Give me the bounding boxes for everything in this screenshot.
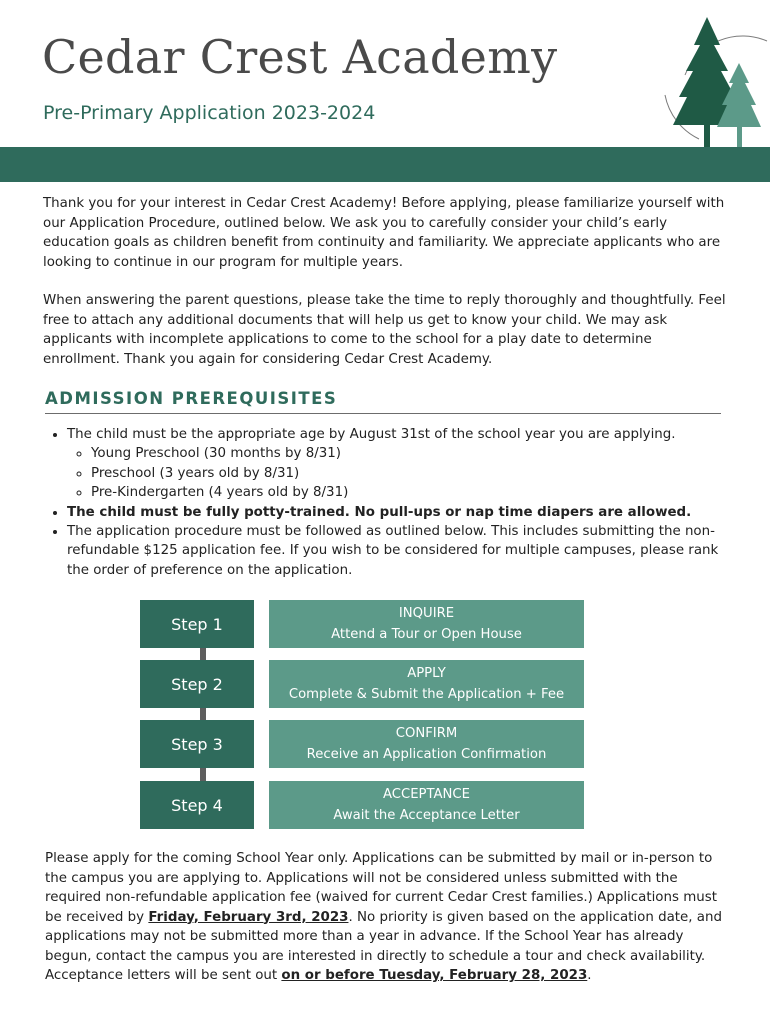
header-band xyxy=(0,147,770,182)
step-1-title: INQUIRE xyxy=(398,606,455,621)
application-deadline: Friday, February 3rd, 2023 xyxy=(148,909,349,925)
step-1-card xyxy=(269,600,584,648)
step-4-description: Await the Acceptance Letter xyxy=(333,808,520,823)
potty-requirement: • The child must be fully potty-trained. No pull-ups or nap time diapers are allowed. xyxy=(67,503,737,522)
program-item: ◦ Pre-Kindergarten (4 years old by 8/31) xyxy=(91,483,737,502)
procedure-requirement: • The application procedure must be followed as outlined below. This includes submitting the non-refundable $125 application fee. If you wish to be considered for multiple campuses, please rank the order of preference on the application. xyxy=(67,522,737,580)
step-4-title: ACCEPTANCE xyxy=(383,787,470,802)
step-3-title: CONFIRM xyxy=(395,726,458,741)
prerequisites-list xyxy=(45,425,737,580)
closing-text-1: Please apply for the coming School Year only. Applications can be submitted by mail or in-person to the campus you are applying to. Applications will not be considered unless submitted with the required non-refundable application fee (waived for current Cedar Crest families.) Applications must be received by xyxy=(45,851,717,925)
step-1-description: Attend a Tour or Open House xyxy=(331,627,522,642)
list-item xyxy=(67,425,737,503)
intro-paragraph-2: When answering the parent questions, please take the time to reply thoroughly and thoughtfully. Feel free to attach any additional documents that will help us get to know your child. We may ask applicants with incomplete applications to come to the school for a play date to determine enrollment. Thank you again for considering Cedar Crest Academy. xyxy=(43,293,726,367)
programs-list xyxy=(67,444,737,502)
step-2-description: Complete & Submit the Application + Fee xyxy=(288,687,565,702)
step-4-card xyxy=(269,781,584,829)
closing-paragraph xyxy=(45,849,725,986)
pine-trees-icon xyxy=(655,15,770,150)
step-2-title: APPLY xyxy=(407,666,446,681)
step-3-description: Receive an Application Confirmation xyxy=(306,747,547,762)
program-item: ◦ Young Preschool (30 months by 8/31) xyxy=(91,444,737,463)
page-subtitle: Pre-Primary Application 2023-2024 xyxy=(43,102,376,124)
step-2-label: Step 2 xyxy=(140,660,254,708)
closing-text-2: . No priority is given based on the application date, and applications may not be submitted more than a year in advance. If the School Year has already begun, contact the campus you are interested in directly to schedule a tour and check availability. Acceptance letters will be sent out xyxy=(45,909,722,983)
step-4-label: Step 4 xyxy=(140,781,254,829)
step-1-label: Step 1 xyxy=(140,600,254,648)
step-2-card xyxy=(269,660,584,708)
acceptance-date: on or before Tuesday, February 28, 2023 xyxy=(281,968,588,983)
page-title: Cedar Crest Academy xyxy=(42,30,558,84)
step-3-card xyxy=(269,720,584,768)
section-divider xyxy=(45,413,721,414)
section-heading: ADMISSION PREREQUISITES xyxy=(45,389,338,408)
step-3-label: Step 3 xyxy=(140,720,254,768)
closing-text-3: . xyxy=(587,968,592,983)
age-requirement: The child must be the appropriate age by August 31st of the school year you are applying. xyxy=(67,427,676,442)
program-item: ◦ Preschool (3 years old by 8/31) xyxy=(91,464,737,483)
intro-paragraph-1: Thank you for your interest in Cedar Crest Academy! Before applying, please familiarize yourself with our Application Procedure, outlined below. We ask you to carefully consider your child’s early education goals as children benefit from continuity and familiarity. We appreciate applicants who are looking to continue in our program for multiple years. xyxy=(43,196,725,270)
